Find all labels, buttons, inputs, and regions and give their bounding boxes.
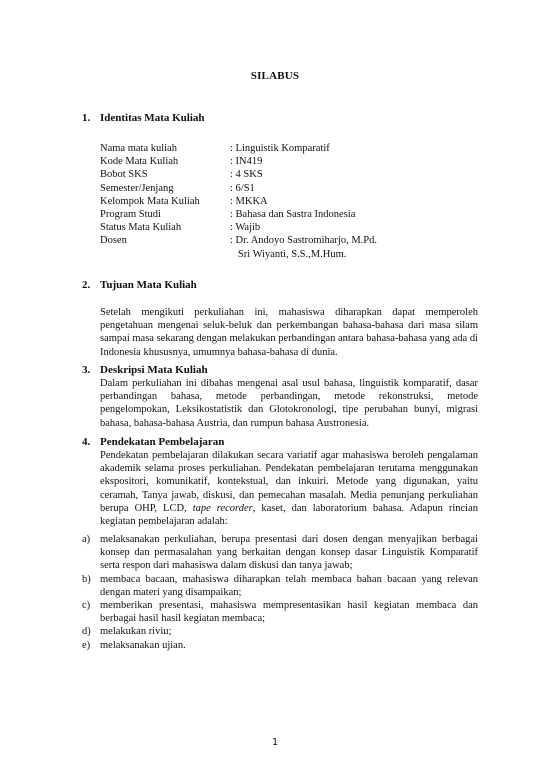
deskripsi-paragraph: Dalam perkuliahan ini dibahas mengenai asal usul bahasa, linguistik komparatif, dasar perbandingan bahasa, metode perbandingan, metode rekonstruksi, metode pengelompokan, Leksikostatistik dan Glotokronologi, tipe perubahan bunyi, migrasi bahasa, bahasa-bahasa Austria, dan rumpun bahasa Austronesia.: [100, 378, 478, 429]
list-marker: c): [82, 600, 91, 612]
identity-row: [100, 234, 377, 247]
identity-row: [100, 182, 377, 195]
list-item: [82, 639, 478, 652]
section-label: Pendekatan Pembelajaran: [100, 436, 225, 448]
list-marker: d): [82, 626, 91, 638]
identity-row: [100, 142, 377, 155]
identity-value: : Linguistik Komparatif: [230, 143, 330, 154]
identity-value: : 4 SKS: [230, 169, 263, 181]
identity-label: Semester/Jenjang: [100, 182, 174, 194]
list-item-text: melaksanakan perkuliahan, berupa presentasi dari dosen dengan menyajikan berbagai konsep dan permasalahan yang berkaitan dengan konsep dasar Linguistik Komparatif serta respon dari mahasiswa dalam diskusi dan tanya jawab;: [100, 534, 478, 572]
identity-label: Status Mata Kuliah: [100, 222, 182, 234]
tujuan-paragraph: Setelah mengikuti perkuliahan ini, mahasiswa diharapkan dapat memperoleh pengetahuan mengenai seluk-beluk dan perkembangan bahasa-bahasa dari masa silam sampai masa sekarang dengan melakukan perbandingan antara bahasa-bahasa yang ada di Indonesia khususnya, umumnya bahasa-bahasa di dunia.: [100, 307, 478, 358]
identity-value: Sri Wiyanti, S.S.,M.Hum.: [230, 248, 347, 260]
list-item: [82, 533, 478, 573]
list-marker: b): [82, 573, 91, 585]
identity-label: Nama mata kuliah: [100, 143, 177, 154]
pendekatan-text: Pendekatan pembelajaran dilakukan secara variatif agar mahasiswa beroleh pengalaman akademik selama proses perkuliahan. Pendekatan pembelajaran terutama menggunakan ekspositori, komunikatif, kontekstual, dan inkuiri. Metode yang digunakan, yaitu ceramah, Tanya jawab, diskusi, dan pemecahan masalah. Media penunjang perkuliahan berupa OHP, LCD,: [100, 450, 478, 514]
list-marker: a): [82, 534, 91, 545]
identity-value: : MKKA: [230, 195, 268, 207]
identity-label: Kelompok Mata Kuliah: [100, 195, 200, 207]
activity-list: [82, 533, 478, 652]
identity-row: [100, 221, 377, 234]
identity-row: [100, 155, 377, 168]
list-item-text: melaksanakan ujian.: [100, 639, 186, 651]
page-title: SILABUS: [250, 70, 300, 82]
list-item-text: memberikan presentasi, mahasiswa mempresentasikan hasil kegiatan membaca dan berbagai hasil hasil kegiatan membaca;: [100, 600, 478, 625]
section-heading-identitas: [82, 112, 205, 124]
identity-label: Dosen: [100, 235, 127, 247]
identity-label: [100, 248, 230, 261]
section-number: 3.: [82, 364, 91, 376]
section-heading-pendekatan: [82, 436, 224, 448]
pendekatan-text-end: , kaset, dan laboratorium bahasa. Adapun rincian kegiatan pembelajaran adalah:: [100, 502, 478, 528]
section-label: Deskripsi Mata Kuliah: [100, 364, 208, 376]
identity-row: [100, 168, 377, 181]
identity-label: Kode Mata Kuliah: [100, 156, 179, 168]
section-number: 4.: [82, 436, 91, 448]
list-item-text: membaca bacaan, mahasiswa diharapkan telah membaca bahan bacaan yang relevan dengan materi yang disampaikan;: [100, 573, 478, 598]
identity-row: [100, 208, 377, 221]
page-number: 1: [271, 737, 279, 748]
list-item: [82, 625, 478, 638]
section-label: Tujuan Mata Kuliah: [100, 279, 197, 291]
identity-label: Program Studi: [100, 208, 161, 220]
list-item: [82, 599, 478, 625]
identity-value: : Wajib: [230, 222, 261, 234]
section-label: Identitas Mata Kuliah: [100, 112, 205, 124]
identity-value: : Dr. Andoyo Sastromiharjo, M.Pd.: [230, 235, 378, 247]
identity-value: : 6/S1: [230, 182, 255, 194]
pendekatan-paragraph: [100, 449, 478, 528]
identity-value: : IN419: [230, 156, 263, 168]
identity-value: : Bahasa dan Sastra Indonesia: [230, 208, 356, 220]
section-number: 1.: [82, 112, 91, 124]
list-item: [82, 573, 478, 599]
pendekatan-italic-text: tape recorder: [192, 502, 253, 514]
identity-label: Bobot SKS: [100, 169, 148, 181]
identity-table: [100, 142, 377, 261]
list-marker: e): [82, 639, 91, 651]
section-number: 2.: [82, 279, 91, 291]
section-heading-deskripsi: [82, 364, 208, 376]
section-heading-tujuan: [82, 279, 197, 291]
list-item-text: melakukan riviu;: [100, 626, 172, 638]
identity-row: [100, 248, 377, 261]
identity-row: [100, 195, 377, 208]
